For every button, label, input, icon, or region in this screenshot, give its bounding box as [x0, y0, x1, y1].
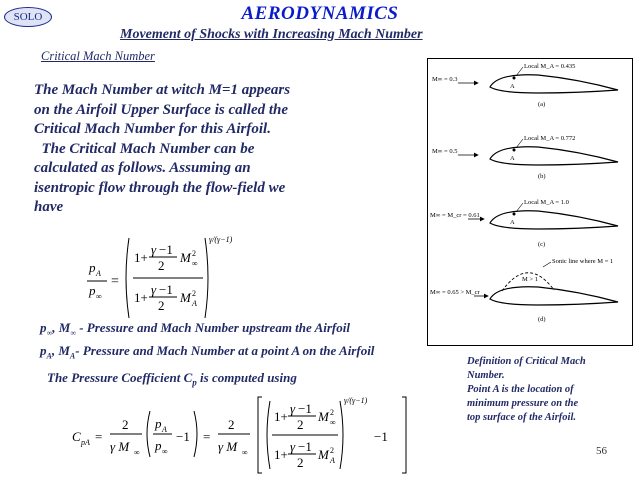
svg-text:p: p: [155, 416, 162, 431]
definition-line: minimum pressure on the: [467, 398, 579, 409]
panel-label: (a): [538, 101, 546, 108]
freestream-label: M∞ = 0.5: [432, 148, 458, 155]
svg-text:=: =: [111, 274, 119, 289]
pressure-coefficient-text: The Pressure Coefficient C: [47, 370, 193, 385]
definition-line: Number.: [467, 370, 505, 381]
sonic-line-label: Sonic line where M = 1: [552, 258, 614, 265]
svg-text:2: 2: [122, 417, 129, 432]
pressure-coefficient-line: [47, 370, 297, 388]
airfoil-figure-drawing: [428, 59, 632, 345]
svg-text:∞: ∞: [96, 292, 102, 301]
svg-text:A: A: [96, 269, 101, 278]
para-line: Critical Mach Number for this Airfoil.: [34, 121, 271, 137]
svg-text:∞: ∞: [192, 259, 198, 268]
svg-text:A: A: [330, 456, 335, 465]
svg-text:A: A: [192, 299, 197, 308]
svg-text:γ: γ: [290, 401, 296, 416]
upstream-definition: [40, 320, 350, 338]
svg-text:∞: ∞: [330, 418, 336, 427]
svg-text:−1: −1: [374, 429, 388, 444]
page-title: AERODYNAMICS: [241, 3, 399, 24]
svg-text:M: M: [318, 409, 329, 424]
solo-badge: SOLO: [4, 7, 52, 27]
pressure-coefficient-formula: [70, 393, 420, 477]
local-mach-label: Local M_A = 1.0: [524, 199, 569, 206]
svg-text:−1: −1: [298, 439, 312, 454]
svg-text:2: 2: [158, 298, 165, 313]
svg-text:M: M: [180, 250, 191, 265]
definition-line: Definition of Critical Mach: [467, 356, 586, 367]
svg-text:−1: −1: [298, 401, 312, 416]
panel-label: (d): [538, 316, 546, 323]
svg-text:γ: γ: [151, 282, 157, 297]
point-a-text: - Pressure and Mach Number at a point A on the Airfoil: [75, 343, 375, 358]
svg-text:−1: −1: [159, 282, 173, 297]
svg-text:pA: pA: [81, 438, 90, 447]
svg-text:1+: 1+: [134, 250, 148, 265]
svg-text:A: A: [162, 425, 167, 434]
para-line: isentropic flow through the flow-field we: [34, 179, 286, 196]
point-a-definition: [40, 343, 374, 361]
isentropic-pressure-formula: [85, 232, 265, 322]
definition-line: top surface of the Airfoil.: [467, 412, 576, 423]
svg-text:p: p: [89, 260, 96, 275]
page-subtitle: Movement of Shocks with Increasing Mach Number: [120, 27, 423, 42]
airfoil-panel-c: [430, 199, 618, 248]
svg-text:−1: −1: [159, 242, 173, 257]
svg-text:2: 2: [192, 289, 196, 298]
svg-text:=: =: [203, 429, 211, 444]
pressure-coefficient-subscript: p: [192, 377, 197, 388]
panel-label: (b): [538, 173, 546, 180]
svg-text:2: 2: [228, 417, 235, 432]
svg-text:C: C: [72, 429, 81, 444]
svg-text:M: M: [318, 447, 329, 462]
svg-text:2: 2: [330, 408, 334, 417]
svg-text:−1: −1: [176, 429, 190, 444]
svg-text:2: 2: [192, 249, 196, 258]
panel-label: (c): [538, 241, 546, 248]
svg-text:γ/(γ−1): γ/(γ−1): [344, 396, 368, 405]
airfoil-panel-d: [430, 258, 618, 323]
para-line: The Critical Mach Number can be: [34, 140, 255, 157]
svg-text:M: M: [180, 290, 191, 305]
point-a-symbols: $p_A$, $M_A$: [40, 343, 76, 361]
para-line: calculated as follows. Assuming an: [34, 160, 251, 176]
svg-text:γ: γ: [151, 242, 157, 257]
supersonic-region-label: M > 1: [522, 276, 538, 283]
svg-text:2: 2: [158, 258, 165, 273]
svg-text:2: 2: [330, 446, 334, 455]
pressure-coefficient-tail: is computed using: [196, 370, 297, 385]
svg-text:p: p: [155, 438, 162, 453]
freestream-label: M∞ = 0.3: [432, 76, 458, 83]
svg-text:2: 2: [297, 417, 304, 432]
svg-text:∞: ∞: [162, 447, 168, 456]
airfoil-figure: [427, 58, 633, 346]
section-heading: Critical Mach Number: [41, 49, 155, 63]
svg-text:∞: ∞: [242, 448, 248, 457]
para-line: have: [34, 199, 64, 215]
local-mach-label: Local M_A = 0.435: [524, 63, 576, 70]
upstream-text: - Pressure and Mach Number upstream the Airfoil: [75, 320, 350, 335]
svg-text:γ: γ: [290, 439, 296, 454]
svg-text:γ/(γ−1): γ/(γ−1): [209, 235, 233, 244]
svg-text:p: p: [89, 283, 96, 298]
para-line: The Mach Number at witch M=1 appears: [34, 82, 291, 98]
definition-line: Point A is the location of: [467, 384, 574, 395]
page-number: 56: [596, 445, 607, 457]
svg-text:1+: 1+: [274, 409, 288, 424]
svg-text:γ M: γ M: [218, 439, 238, 454]
point-a-label: A: [510, 155, 515, 162]
svg-text:1+: 1+: [134, 290, 148, 305]
svg-text:=: =: [95, 429, 103, 444]
svg-text:2: 2: [297, 455, 304, 470]
freestream-label: M∞ = M_cr = 0.61: [430, 212, 480, 219]
airfoil-panel-b: [432, 135, 618, 180]
point-a-label: A: [510, 83, 515, 90]
local-mach-label: Local M_A = 0.772: [524, 135, 576, 142]
definition-caption: [467, 355, 632, 425]
upstream-symbols: $p_\infty$, $M_\infty$: [40, 320, 76, 338]
svg-text:∞: ∞: [134, 448, 140, 457]
freestream-label: M∞ = 0.65 > M_cr: [430, 289, 480, 296]
para-line: on the Airfoil Upper Surface is called the: [34, 101, 289, 118]
svg-text:1+: 1+: [274, 447, 288, 462]
svg-text:γ M: γ M: [110, 439, 130, 454]
point-a-label: A: [510, 219, 515, 226]
airfoil-panel-a: [432, 63, 618, 108]
intro-paragraph: [34, 81, 364, 218]
